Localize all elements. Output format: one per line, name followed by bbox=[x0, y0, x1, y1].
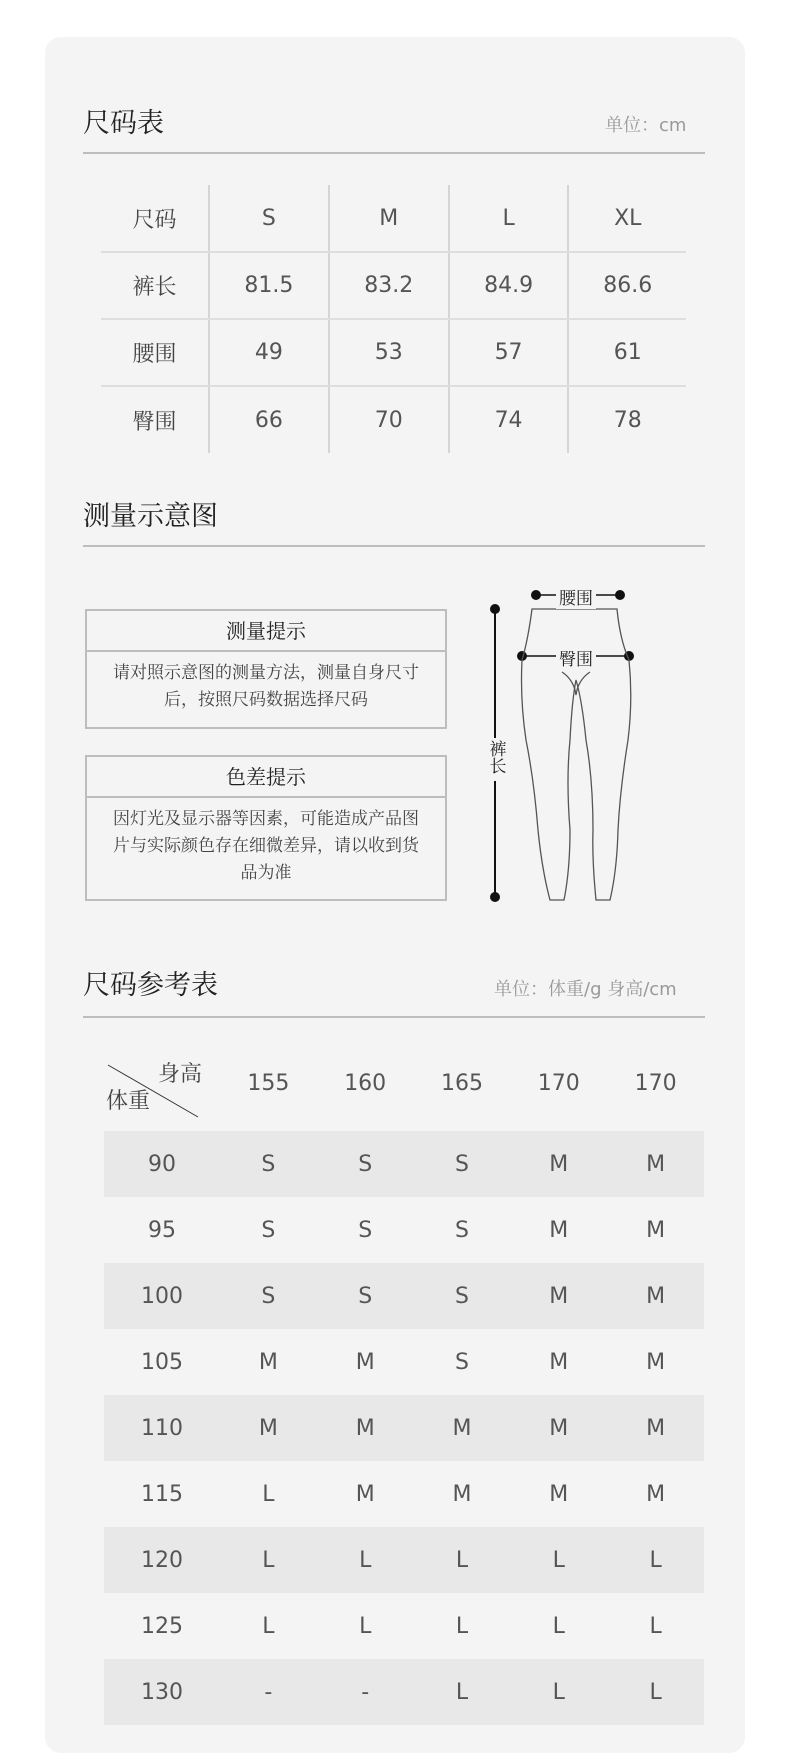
size-row bbox=[101, 319, 686, 386]
length-dot-top bbox=[490, 604, 500, 614]
reference-title: 尺码参考表 bbox=[83, 970, 218, 1001]
size-cell: 83.2 bbox=[329, 252, 449, 319]
weight-cell: 100 bbox=[104, 1263, 220, 1329]
recommended-size-cell: L bbox=[359, 1613, 372, 1639]
recommended-size-cell: M bbox=[220, 1395, 317, 1461]
leggings-diagram bbox=[470, 580, 670, 920]
size-cell: 49 bbox=[209, 319, 329, 386]
measure-tip-text: 请对照示意图的测量方法，测量自身尺寸后，按照尺码数据选择尺码 bbox=[113, 663, 419, 710]
divider bbox=[83, 545, 705, 547]
recommended-size-cell: M bbox=[414, 1395, 511, 1461]
length-dot-bottom bbox=[490, 892, 500, 902]
reference-header-row bbox=[104, 1035, 704, 1131]
recommended-size-cell: L bbox=[262, 1481, 275, 1507]
recommended-size-cell: - bbox=[317, 1659, 414, 1725]
height-header-cell: 165 bbox=[440, 1070, 483, 1096]
size-cell: 66 bbox=[209, 386, 329, 453]
reference-row bbox=[104, 1197, 704, 1263]
size-cell: 74 bbox=[449, 386, 569, 453]
size-cell: 53 bbox=[329, 319, 449, 386]
size-cell: 84.9 bbox=[449, 252, 569, 319]
recommended-size-cell: M bbox=[355, 1349, 375, 1375]
size-row bbox=[101, 386, 686, 453]
weight-cell: 110 bbox=[104, 1395, 220, 1461]
weight-cell: 120 bbox=[104, 1527, 220, 1593]
size-cell: M bbox=[329, 185, 449, 252]
weight-axis-label: 体重 bbox=[106, 1089, 151, 1114]
size-header-row bbox=[101, 185, 686, 252]
reference-row bbox=[104, 1329, 704, 1395]
measure-tip-box bbox=[85, 609, 447, 729]
recommended-size-cell: L bbox=[607, 1527, 704, 1593]
size-row-label: 尺码 bbox=[101, 185, 209, 252]
size-cell: S bbox=[209, 185, 329, 252]
divider bbox=[83, 1016, 705, 1018]
weight-cell: 105 bbox=[141, 1349, 183, 1375]
measure-title: 测量示意图 bbox=[83, 501, 218, 532]
size-table bbox=[101, 185, 686, 453]
recommended-size-cell: L bbox=[510, 1527, 607, 1593]
recommended-size-cell: L bbox=[510, 1659, 607, 1725]
recommended-size-cell: M bbox=[510, 1263, 607, 1329]
hip-label: 臀围 bbox=[556, 645, 596, 670]
length-label bbox=[483, 738, 507, 781]
reference-row bbox=[104, 1593, 704, 1659]
measure-tip-title: 测量提示 bbox=[87, 611, 445, 652]
height-header-cell: 170 bbox=[634, 1070, 677, 1096]
recommended-size-cell: M bbox=[646, 1349, 666, 1375]
weight-cell: 115 bbox=[141, 1481, 183, 1507]
recommended-size-cell: M bbox=[549, 1481, 569, 1507]
color-tip-box bbox=[85, 755, 447, 901]
size-row-label: 裤长 bbox=[101, 252, 209, 319]
size-cell: 61 bbox=[568, 319, 686, 386]
waist-dot-left bbox=[531, 590, 541, 600]
recommended-size-cell: S bbox=[317, 1131, 414, 1197]
recommended-size-cell: S bbox=[455, 1217, 469, 1243]
recommended-size-cell: M bbox=[452, 1481, 472, 1507]
recommended-size-cell: M bbox=[549, 1217, 569, 1243]
recommended-size-cell: L bbox=[262, 1613, 275, 1639]
weight-cell: 95 bbox=[148, 1217, 176, 1243]
recommended-size-cell: S bbox=[358, 1217, 373, 1243]
recommended-size-cell: M bbox=[607, 1395, 704, 1461]
height-header-cell: 155 bbox=[247, 1070, 290, 1096]
size-cell: XL bbox=[568, 185, 686, 252]
recommended-size-cell: S bbox=[317, 1263, 414, 1329]
recommended-size-cell: M bbox=[258, 1349, 278, 1375]
size-cell: 70 bbox=[329, 386, 449, 453]
size-row bbox=[101, 252, 686, 319]
reference-row bbox=[104, 1527, 704, 1593]
size-cell: 86.6 bbox=[568, 252, 686, 319]
recommended-size-cell: S bbox=[261, 1217, 276, 1243]
recommended-size-cell: L bbox=[607, 1659, 704, 1725]
weight-cell: 130 bbox=[104, 1659, 220, 1725]
size-chart-title: 尺码表 bbox=[83, 108, 164, 139]
recommended-size-cell: M bbox=[607, 1131, 704, 1197]
recommended-size-cell: S bbox=[455, 1349, 469, 1375]
recommended-size-cell: L bbox=[220, 1527, 317, 1593]
reference-unit: 单位：体重/g 身高/cm bbox=[494, 979, 677, 1000]
size-chart-unit: 单位：cm bbox=[605, 115, 687, 136]
height-header-cell: 170 bbox=[537, 1070, 580, 1096]
recommended-size-cell: M bbox=[549, 1349, 569, 1375]
recommended-size-cell: S bbox=[414, 1263, 511, 1329]
recommended-size-cell: S bbox=[414, 1131, 511, 1197]
recommended-size-cell: L bbox=[317, 1527, 414, 1593]
waist-dot-right bbox=[615, 590, 625, 600]
recommended-size-cell: M bbox=[510, 1395, 607, 1461]
recommended-size-cell: - bbox=[220, 1659, 317, 1725]
length-label-text: 裤长 bbox=[485, 740, 506, 774]
reference-row bbox=[104, 1263, 704, 1329]
recommended-size-cell: L bbox=[552, 1613, 565, 1639]
weight-cell: 90 bbox=[104, 1131, 220, 1197]
recommended-size-cell: M bbox=[646, 1217, 666, 1243]
divider bbox=[83, 152, 705, 154]
recommended-size-cell: L bbox=[414, 1527, 511, 1593]
size-cell: L bbox=[449, 185, 569, 252]
reference-row bbox=[104, 1395, 704, 1461]
size-cell: 81.5 bbox=[209, 252, 329, 319]
recommended-size-cell: L bbox=[455, 1613, 469, 1639]
reference-row bbox=[104, 1461, 704, 1527]
reference-row bbox=[104, 1131, 704, 1197]
recommended-size-cell: M bbox=[510, 1131, 607, 1197]
color-tip-title: 色差提示 bbox=[87, 757, 445, 798]
reference-table bbox=[104, 1035, 704, 1725]
reference-row bbox=[104, 1659, 704, 1725]
recommended-size-cell: S bbox=[220, 1131, 317, 1197]
weight-cell: 125 bbox=[141, 1613, 183, 1639]
recommended-size-cell: L bbox=[649, 1613, 662, 1639]
recommended-size-cell: M bbox=[355, 1481, 375, 1507]
recommended-size-cell: M bbox=[646, 1481, 666, 1507]
recommended-size-cell: M bbox=[317, 1395, 414, 1461]
recommended-size-cell: M bbox=[607, 1263, 704, 1329]
size-row-label: 臀围 bbox=[101, 386, 209, 453]
recommended-size-cell: S bbox=[220, 1263, 317, 1329]
size-cell: 78 bbox=[613, 407, 642, 433]
size-row-label: 腰围 bbox=[101, 319, 209, 386]
size-cell: 57 bbox=[449, 319, 569, 386]
recommended-size-cell: L bbox=[414, 1659, 511, 1725]
waist-label: 腰围 bbox=[556, 584, 596, 609]
height-axis-label: 身高 bbox=[157, 1062, 202, 1087]
height-header-cell: 160 bbox=[344, 1070, 387, 1096]
color-tip-text: 因灯光及显示器等因素，可能造成产品图片与实际颜色存在细微差异，请以收到货品为准 bbox=[113, 809, 419, 883]
corner-cell bbox=[104, 1035, 220, 1131]
